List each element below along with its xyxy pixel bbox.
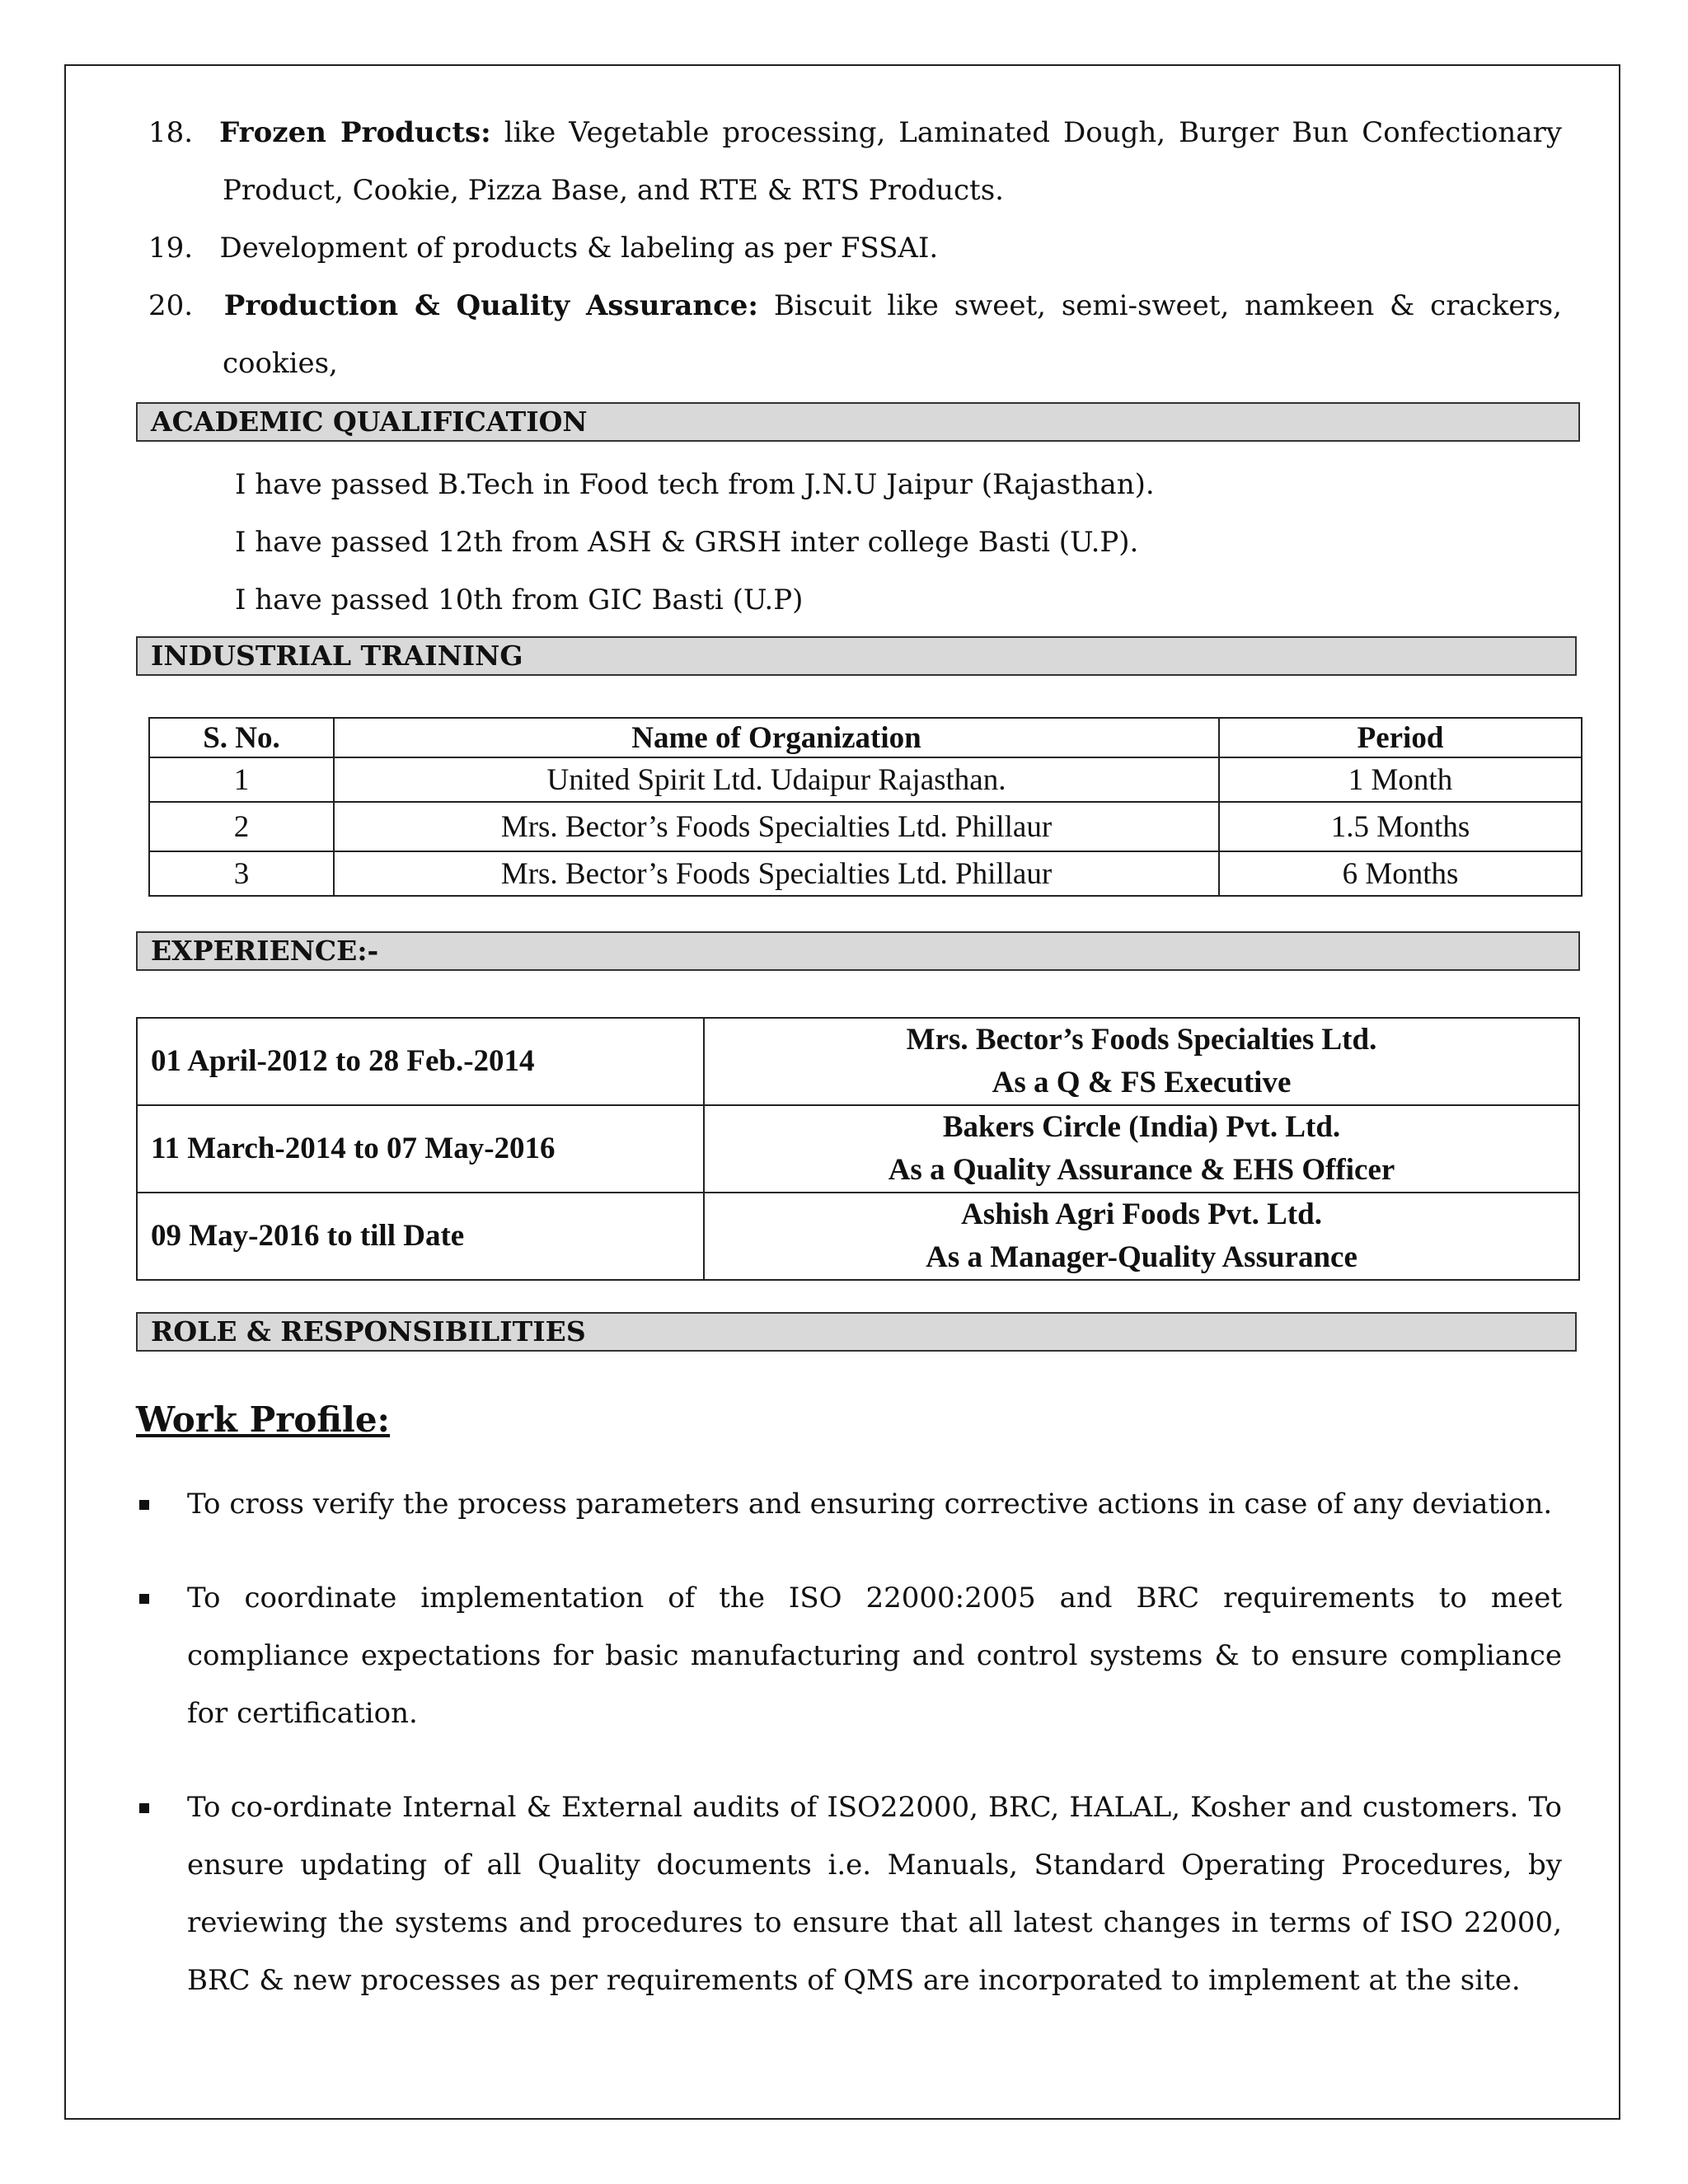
column-header: S. No. bbox=[149, 718, 334, 757]
work-profile-title: Work Profile: bbox=[136, 1399, 391, 1440]
academic-line: I have passed B.Tech in Food tech from J.N.U Jaipur (Rajasthan). bbox=[235, 468, 1155, 501]
section-header-training: INDUSTRIAL TRAINING bbox=[136, 636, 1577, 676]
table-row bbox=[149, 802, 1582, 851]
bullet-text: To co-ordinate Internal & External audits of ISO22000, BRC, HALAL, Kosher and customers. To ensure updating of all Quality documents i.e. Manuals, Standard Operating Procedures, by reviewing the systems and procedures to ensure that all latest changes in terms of ISO 22000, BRC & new processes as per requirements of QMS are incorporated to implement at the site. bbox=[187, 1791, 1562, 1997]
job-role: As a Quality Assurance & EHS Officer bbox=[888, 1153, 1395, 1187]
list-number: 18. bbox=[148, 116, 194, 149]
academic-line: I have passed 10th from GIC Basti (U.P) bbox=[235, 583, 804, 616]
bullet-icon bbox=[139, 1803, 149, 1813]
list-number: 19. bbox=[148, 232, 194, 265]
column-header: Name of Organization bbox=[334, 718, 1219, 757]
list-item-20 bbox=[148, 277, 1562, 392]
list-item bbox=[136, 1779, 1562, 2009]
section-header-roles: ROLE & RESPONSIBILITIES bbox=[136, 1312, 1577, 1352]
list-item bbox=[136, 1475, 1562, 1533]
table-row bbox=[149, 851, 1582, 896]
bullet-text: To coordinate implementation of the ISO 22000:2005 and BRC requirements to meet compliance expectations for basic manufacturing and control systems & to ensure compliance for certification. bbox=[187, 1582, 1562, 1730]
table-row bbox=[149, 757, 1582, 802]
experience-period: 01 April-2012 to 28 Feb.-2014 bbox=[137, 1018, 704, 1105]
experience-employer bbox=[704, 1018, 1579, 1105]
bullet-icon bbox=[139, 1594, 149, 1604]
experience-period: 09 May-2016 to till Date bbox=[137, 1193, 704, 1280]
table-row bbox=[137, 1018, 1579, 1105]
list-number: 20. bbox=[148, 289, 194, 322]
list-item-18 bbox=[148, 104, 1562, 219]
table-cell: 2 bbox=[149, 802, 334, 851]
job-role: As a Manager-Quality Assurance bbox=[926, 1240, 1357, 1274]
experience-period: 11 March-2014 to 07 May-2016 bbox=[137, 1105, 704, 1193]
bullet-text: To cross verify the process parameters and ensuring corrective actions in case of any deviation. bbox=[187, 1488, 1553, 1521]
table-cell: Mrs. Bector’s Foods Specialties Ltd. Phillaur bbox=[334, 802, 1219, 851]
list-item-text: Development of products & labeling as per FSSAI. bbox=[219, 232, 939, 265]
section-header-experience: EXPERIENCE:- bbox=[136, 931, 1580, 971]
table-cell: Mrs. Bector’s Foods Specialties Ltd. Phillaur bbox=[334, 851, 1219, 896]
table-header-row bbox=[149, 718, 1582, 757]
list-item-19 bbox=[148, 219, 1562, 277]
company-name: Mrs. Bector’s Foods Specialties Ltd. bbox=[906, 1023, 1377, 1057]
list-item bbox=[136, 1569, 1562, 1742]
table-row bbox=[137, 1105, 1579, 1193]
table-cell: 6 Months bbox=[1219, 851, 1582, 896]
list-item-text: like Vegetable processing, Laminated Dough, Burger Bun Confectionary Product, Cookie, Pizza Base, and RTE & RTS Products. bbox=[223, 116, 1562, 207]
experience-employer bbox=[704, 1193, 1579, 1280]
bullet-icon bbox=[139, 1500, 149, 1510]
academic-line: I have passed 12th from ASH & GRSH inter college Basti (U.P). bbox=[235, 526, 1139, 559]
company-name: Ashish Agri Foods Pvt. Ltd. bbox=[961, 1197, 1322, 1231]
section-header-academic: ACADEMIC QUALIFICATION bbox=[136, 402, 1580, 442]
table-cell: 1.5 Months bbox=[1219, 802, 1582, 851]
table-cell: 1 bbox=[149, 757, 334, 802]
training-table bbox=[148, 717, 1582, 897]
list-item-text: Biscuit like sweet, semi-sweet, namkeen & crackers, cookies, bbox=[223, 289, 1562, 380]
job-role: As a Q & FS Executive bbox=[992, 1066, 1292, 1099]
table-cell: 3 bbox=[149, 851, 334, 896]
experience-employer bbox=[704, 1105, 1579, 1193]
table-cell: 1 Month bbox=[1219, 757, 1582, 802]
list-item-bold-label: Frozen Products: bbox=[219, 116, 491, 149]
company-name: Bakers Circle (India) Pvt. Ltd. bbox=[942, 1110, 1341, 1144]
experience-table bbox=[136, 1017, 1580, 1281]
list-item-bold-label: Production & Quality Assurance: bbox=[223, 289, 758, 322]
table-cell: United Spirit Ltd. Udaipur Rajasthan. bbox=[334, 757, 1219, 802]
table-row bbox=[137, 1193, 1579, 1280]
column-header: Period bbox=[1219, 718, 1582, 757]
